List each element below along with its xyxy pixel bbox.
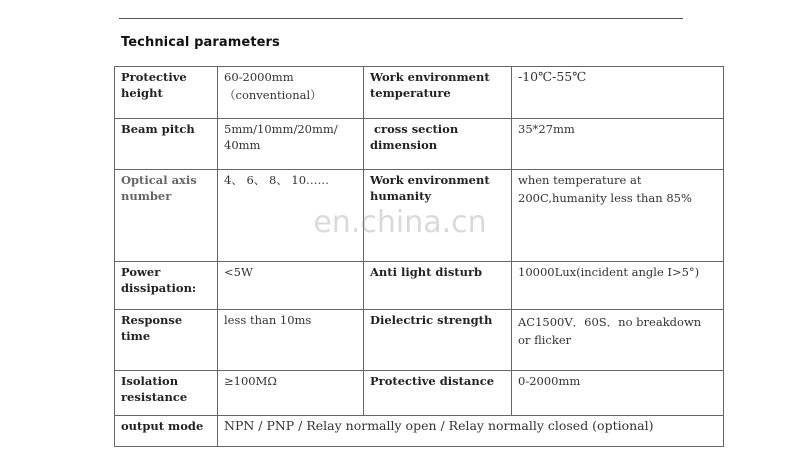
- value-line: ≥100MΩ: [224, 374, 277, 388]
- param-value: [218, 170, 364, 262]
- value-line: <5W: [224, 265, 253, 279]
- label-line: Power: [121, 265, 161, 279]
- param-value: [218, 67, 364, 119]
- label-line: Dielectric strength: [370, 313, 493, 327]
- value-line: 10000Lux(incident angle I>5°): [518, 265, 700, 279]
- value-line: or flicker: [518, 333, 572, 347]
- label-line: resistance: [121, 390, 188, 404]
- param-value: [512, 371, 724, 416]
- label-line: time: [121, 329, 151, 343]
- param-label: [364, 170, 512, 262]
- param-label: [364, 310, 512, 371]
- param-label: [364, 119, 512, 170]
- param-label: [115, 262, 218, 310]
- table-row: [115, 67, 724, 119]
- param-value: [218, 416, 724, 447]
- param-label: [364, 371, 512, 416]
- label-line: Work environment: [370, 173, 490, 187]
- label-line: dimension: [370, 138, 438, 152]
- param-value: [512, 119, 724, 170]
- table-row: [115, 262, 724, 310]
- label-line: humanity: [370, 189, 432, 203]
- section-title: Technical parameters: [121, 35, 280, 50]
- top-divider: [119, 18, 683, 19]
- watermark-text: en.china.cn: [313, 205, 487, 240]
- param-label: [364, 262, 512, 310]
- label-line: Isolation: [121, 374, 179, 388]
- value-line: 60-2000mm: [224, 70, 294, 84]
- label-line: Work environment: [370, 70, 490, 84]
- value-line: when temperature at: [518, 173, 642, 187]
- param-label: [115, 67, 218, 119]
- param-label: [115, 416, 218, 447]
- label-line: dissipation:: [121, 281, 197, 295]
- label-line: Beam pitch: [121, 122, 195, 136]
- value-line: NPN / PNP / Relay normally open / Relay normally closed (optional): [224, 418, 654, 433]
- value-line: 5mm/10mm/20mm/: [224, 122, 338, 136]
- value-line: 35*27mm: [518, 122, 575, 136]
- label-line: Response: [121, 313, 183, 327]
- table-row: [115, 170, 724, 262]
- param-value: [218, 119, 364, 170]
- param-value: [512, 170, 724, 262]
- technical-parameters-table: [114, 66, 724, 447]
- table-row: [115, 310, 724, 371]
- table-row: [115, 416, 724, 447]
- label-line: Protective: [121, 70, 187, 84]
- label-line: height: [121, 86, 163, 100]
- value-line: （conventional）: [224, 88, 322, 102]
- param-value: [512, 310, 724, 371]
- param-value: [512, 262, 724, 310]
- param-label: [115, 119, 218, 170]
- value-line: 4、 6、 8、 10……: [224, 173, 330, 187]
- table-row: [115, 371, 724, 416]
- param-label: [364, 67, 512, 119]
- param-value: [218, 371, 364, 416]
- param-label: [115, 310, 218, 371]
- label-line: number: [121, 189, 172, 203]
- value-line: less than 10ms: [224, 313, 312, 327]
- label-line: output mode: [121, 419, 204, 433]
- label-line: cross section: [370, 122, 459, 136]
- label-line: Optical axis: [121, 173, 197, 187]
- param-label: [115, 170, 218, 262]
- value-line: 200C,humanity less than 85%: [518, 191, 692, 205]
- label-line: Protective distance: [370, 374, 495, 388]
- label-line: Anti light disturb: [370, 265, 483, 279]
- value-line: AC1500V．60S．no breakdown: [518, 315, 702, 329]
- value-line: 0-2000mm: [518, 374, 581, 388]
- value-line: -10℃-55℃: [518, 69, 587, 84]
- param-value: [218, 262, 364, 310]
- param-value: [218, 310, 364, 371]
- param-value: [512, 67, 724, 119]
- table-row: [115, 119, 724, 170]
- value-line: 40mm: [224, 138, 261, 152]
- label-line: temperature: [370, 86, 451, 100]
- param-label: [115, 371, 218, 416]
